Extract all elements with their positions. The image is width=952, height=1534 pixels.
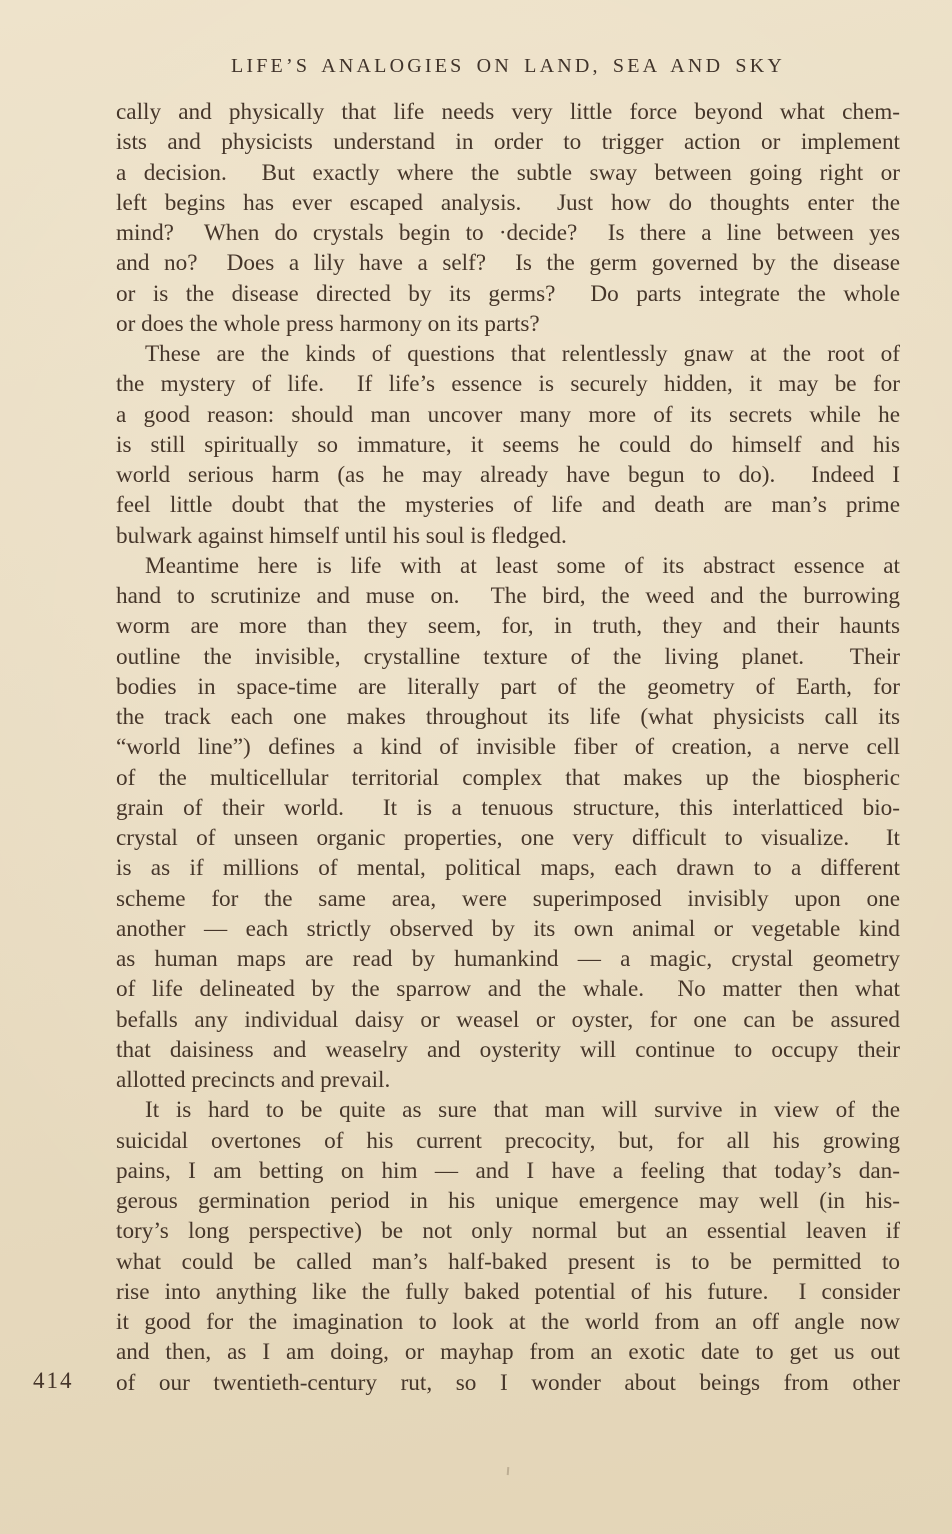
text-line: left begins has ever escaped analysis. Just how do thoughts enter the bbox=[116, 189, 900, 216]
page-number: 414 bbox=[33, 1368, 74, 1393]
text-line: hand to scrutinize and muse on. The bird, the weed and the burrowing bbox=[116, 583, 900, 609]
text-line: of life delineated by the sparrow and the whale. No matter then what bbox=[116, 976, 900, 1003]
text-line: scheme for the same area, were superimposed invisibly upon one bbox=[116, 885, 900, 912]
text-line: the track each one makes throughout its life (what physicists call its bbox=[116, 704, 900, 730]
text-line: worm are more than they seem, for, in truth, they and their haunts bbox=[116, 613, 900, 640]
text-line: pains, I am betting on him — and I have a feeling that today’s dan- bbox=[116, 1157, 900, 1184]
text-line: of our twentieth-century rut, so I wonder about beings from other bbox=[116, 1369, 900, 1396]
text-line: of the multicellular territorial complex that makes up the biospheric bbox=[116, 764, 900, 791]
text-line: Meantime here is life with at least some of its abstract essence at bbox=[145, 552, 900, 579]
text-line: or does the whole press harmony on its parts? bbox=[116, 310, 540, 337]
text-line: These are the kinds of questions that relentlessly gnaw at the root of bbox=[145, 341, 900, 367]
text-line: is still spiritually so immature, it seems he could do himself and his bbox=[116, 431, 900, 458]
text-line: tory’s long perspective) be not only normal but an essential leaven if bbox=[116, 1218, 900, 1245]
paper-speck bbox=[507, 1467, 509, 1475]
text-line: rise into anything like the fully baked potential of his future. I consider bbox=[116, 1278, 900, 1305]
text-line: suicidal overtones of his current precocity, but, for all his growing bbox=[116, 1127, 900, 1154]
running-head: LIFE’S ANALOGIES ON LAND, SEA AND SKY bbox=[230, 55, 786, 77]
text-line: that daisiness and weaselry and oysterity will continue to occupy their bbox=[116, 1036, 900, 1063]
text-line: is as if millions of mental, political maps, each drawn to a different bbox=[116, 855, 900, 882]
text-line: “world line”) defines a kind of invisible fiber of creation, a nerve cell bbox=[116, 734, 900, 761]
text-line: mind? When do crystals begin to ·decide? Is there a line between yes bbox=[116, 220, 900, 246]
text-line: or is the disease directed by its germs? Do parts integrate the whole bbox=[116, 280, 900, 307]
text-line: grain of their world. It is a tenuous structure, this interlatticed bio- bbox=[116, 794, 900, 821]
text-line: world serious harm (as he may already have begun to do). Indeed I bbox=[116, 462, 900, 488]
text-line: crystal of unseen organic properties, one very difficult to visualize. It bbox=[116, 825, 900, 851]
text-line: cally and physically that life needs very little force beyond what chem- bbox=[116, 99, 900, 125]
text-line: the mystery of life. If life’s essence is securely hidden, it may be for bbox=[116, 371, 900, 398]
body-text bbox=[116, 97, 900, 1398]
text-line: bulwark against himself until his soul is fledged. bbox=[116, 522, 567, 549]
text-line: bodies in space-time are literally part of the geometry of Earth, for bbox=[116, 673, 900, 700]
text-line: ists and physicists understand in order to trigger action or implement bbox=[116, 129, 900, 156]
text-line: another — each strictly observed by its own animal or vegetable kind bbox=[116, 915, 900, 942]
text-line: outline the invisible, crystalline texture of the living planet. Their bbox=[116, 643, 900, 670]
text-line: and then, as I am doing, or mayhap from an exotic date to get us out bbox=[116, 1339, 900, 1366]
text-line: a good reason: should man uncover many more of its secrets while he bbox=[116, 401, 900, 428]
text-line: feel little doubt that the mysteries of life and death are man’s prime bbox=[116, 492, 900, 519]
text-line: befalls any individual daisy or weasel or oyster, for one can be assured bbox=[116, 1006, 900, 1033]
text-line: it good for the imagination to look at the world from an off angle now bbox=[116, 1309, 900, 1335]
text-line: what could be called man’s half-baked present is to be permitted to bbox=[116, 1248, 900, 1275]
text-line: gerous germination period in his unique emergence may well (in his- bbox=[116, 1188, 900, 1214]
text-line: a decision. But exactly where the subtle sway between going right or bbox=[116, 159, 900, 186]
text-line: as human maps are read by humankind — a magic, crystal geometry bbox=[116, 946, 900, 972]
text-line: It is hard to be quite as sure that man will survive in view of the bbox=[145, 1097, 900, 1124]
text-line: and no? Does a lily have a self? Is the germ governed by the disease bbox=[116, 250, 900, 277]
text-line: allotted precincts and prevail. bbox=[116, 1067, 391, 1093]
